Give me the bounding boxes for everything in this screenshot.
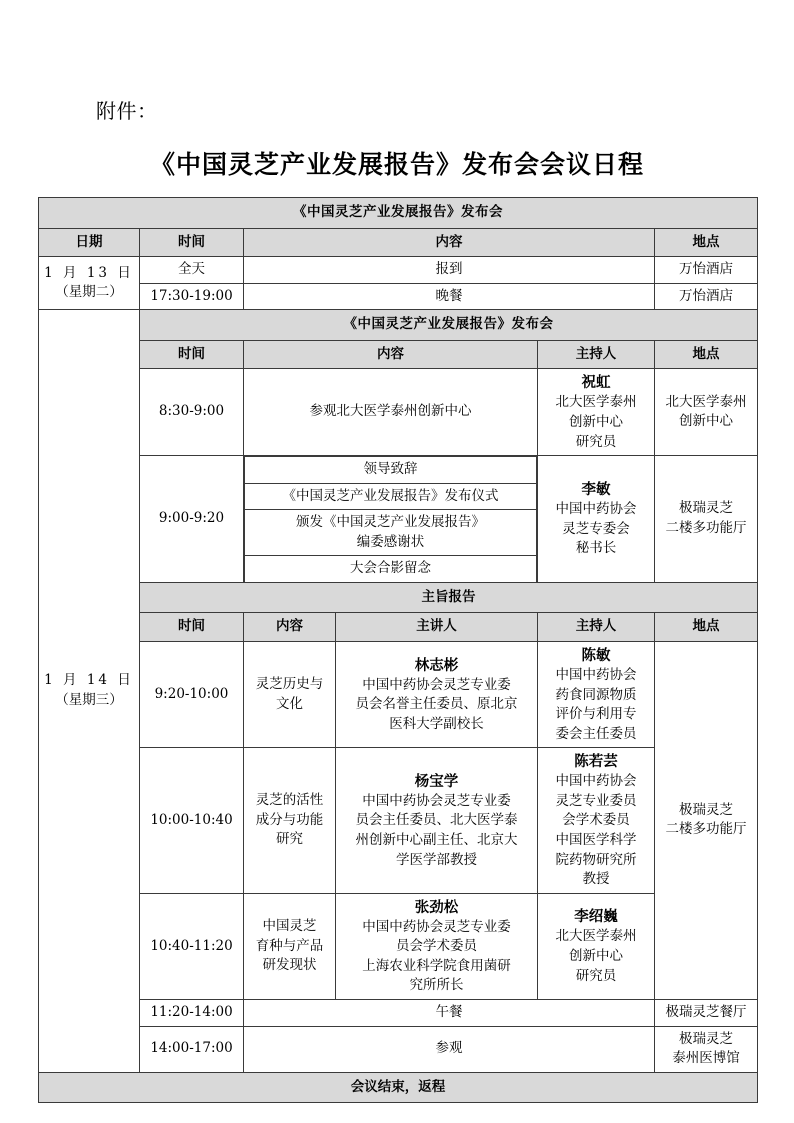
schedule-table-wrapper bbox=[38, 197, 757, 1103]
section2-band: 《中国灵芝产业发展报告》发布会 bbox=[140, 310, 758, 341]
table-row bbox=[39, 582, 758, 613]
cell-host bbox=[538, 369, 655, 456]
cell-host bbox=[538, 642, 655, 748]
content-subrow bbox=[245, 483, 537, 510]
host-name: 李绍巍 bbox=[574, 908, 618, 926]
date-line-2: （星期三） bbox=[55, 691, 123, 708]
cell-content: 午餐 bbox=[244, 999, 655, 1026]
content-subrow-text: 《中国灵芝产业发展报告》发布仪式 bbox=[245, 483, 537, 510]
col-header-place: 地点 bbox=[655, 613, 758, 642]
col-header-time: 时间 bbox=[140, 340, 244, 369]
cell-content: 晚餐 bbox=[244, 283, 655, 310]
attachment-label: 附件： bbox=[96, 99, 158, 123]
cell-host bbox=[538, 456, 655, 583]
content-subrow bbox=[245, 510, 537, 556]
speaker-name: 林志彬 bbox=[414, 656, 459, 674]
date-cell-jan14 bbox=[39, 310, 140, 1072]
col-header-host: 主持人 bbox=[538, 340, 655, 369]
cell-content: 中国灵芝 育种与产品 研发现状 bbox=[244, 893, 336, 999]
cell-host bbox=[538, 893, 655, 999]
table-row bbox=[39, 748, 758, 893]
cell-speaker bbox=[336, 748, 538, 893]
table-row bbox=[39, 613, 758, 642]
host-title: 中国中药协会 药食同源物质 评价与利用专 委会主任委员 bbox=[555, 667, 637, 742]
cell-content: 报到 bbox=[244, 257, 655, 284]
col-header-content: 内容 bbox=[244, 228, 655, 257]
host-name: 陈若芸 bbox=[574, 753, 618, 771]
content-subrow-text: 领导致辞 bbox=[245, 457, 537, 484]
cell-place: 极瑞灵芝餐厅 bbox=[655, 999, 758, 1026]
col-header-place: 地点 bbox=[655, 340, 758, 369]
cell-speaker bbox=[336, 893, 538, 999]
host-title: 北大医学泰州 创新中心 研究员 bbox=[555, 928, 637, 984]
table-row bbox=[39, 893, 758, 999]
cell-place: 万怡酒店 bbox=[655, 257, 758, 284]
table-row bbox=[39, 456, 758, 583]
cell-time: 17:30-19:00 bbox=[140, 283, 244, 310]
cell-content: 灵芝的活性 成分与功能 研究 bbox=[244, 748, 336, 893]
content-subrows bbox=[244, 456, 537, 582]
cell-time: 10:00-10:40 bbox=[140, 748, 244, 893]
cell-time: 11:20-14:00 bbox=[140, 999, 244, 1026]
host-title: 中国中药协会 灵芝专业委员 会学术委员 中国医学科学 院药物研究所 教授 bbox=[555, 773, 637, 888]
cell-time: 9:20-10:00 bbox=[140, 642, 244, 748]
cell-time: 8:30-9:00 bbox=[140, 369, 244, 456]
date-line-1: 1 月 14 日 bbox=[44, 672, 134, 689]
date-line-2: （星期二） bbox=[55, 284, 123, 301]
cell-time: 14:00-17:00 bbox=[140, 1026, 244, 1072]
content-subrow bbox=[245, 556, 537, 582]
cell-content: 参观 bbox=[244, 1026, 655, 1072]
cell-place: 北大医学泰州 创新中心 bbox=[655, 369, 758, 456]
col-header-time: 时间 bbox=[140, 613, 244, 642]
col-header-speaker: 主讲人 bbox=[336, 613, 538, 642]
table-row bbox=[39, 999, 758, 1026]
cell-time: 10:40-11:20 bbox=[140, 893, 244, 999]
host-title: 北大医学泰州 创新中心 研究员 bbox=[555, 394, 637, 450]
table-row bbox=[39, 198, 758, 229]
cell-place-merged: 极瑞灵芝 二楼多功能厅 bbox=[655, 642, 758, 1000]
col-header-host: 主持人 bbox=[538, 613, 655, 642]
table-row bbox=[39, 257, 758, 284]
date-cell-jan13 bbox=[39, 257, 140, 310]
col-header-content: 内容 bbox=[244, 613, 336, 642]
cell-place: 极瑞灵芝 泰州医博馆 bbox=[655, 1026, 758, 1072]
content-subrow bbox=[245, 457, 537, 484]
table-row bbox=[39, 642, 758, 748]
table-row bbox=[39, 283, 758, 310]
host-name: 陈敏 bbox=[581, 647, 611, 665]
speaker-name: 张劲松 bbox=[414, 898, 459, 916]
content-subrow-text: 大会合影留念 bbox=[245, 556, 537, 582]
cell-place: 万怡酒店 bbox=[655, 283, 758, 310]
date-line-1: 1 月 13 日 bbox=[44, 264, 134, 281]
table-row bbox=[39, 340, 758, 369]
cell-place: 极瑞灵芝 二楼多功能厅 bbox=[655, 456, 758, 583]
speaker-title: 中国中药协会灵芝专业委 员会名誉主任委员、原北京 医科大学副校长 bbox=[355, 676, 518, 732]
table-row bbox=[39, 1026, 758, 1072]
section3-band: 主旨报告 bbox=[140, 582, 758, 613]
host-name: 祝虹 bbox=[581, 374, 611, 392]
content-subrow-text: 颁发《中国灵芝产业发展报告》 编委感谢状 bbox=[245, 510, 537, 556]
speaker-title: 中国中药协会灵芝专业委 员会主任委员、北大医学泰 州创新中心副主任、北京大 学医学部教授 bbox=[355, 792, 518, 868]
speaker-title: 中国中药协会灵芝专业委 员会学术委员 上海农业科学院食用菌研 究所所长 bbox=[362, 918, 511, 994]
section1-band: 《中国灵芝产业发展报告》发布会 bbox=[39, 198, 758, 229]
col-header-content: 内容 bbox=[244, 340, 538, 369]
host-name: 李敏 bbox=[581, 481, 611, 499]
cell-content-multi bbox=[244, 456, 538, 583]
cell-time: 全天 bbox=[140, 257, 244, 284]
col-header-place: 地点 bbox=[655, 228, 758, 257]
page-title: 《中国灵芝产业发展报告》发布会会议日程 bbox=[149, 150, 644, 179]
col-header-time: 时间 bbox=[140, 228, 244, 257]
host-title: 中国中药协会 灵芝专委会 秘书长 bbox=[555, 501, 637, 557]
table-row bbox=[39, 1072, 758, 1103]
table-row bbox=[39, 310, 758, 341]
speaker-name: 杨宝学 bbox=[414, 772, 459, 790]
cell-content: 参观北大医学泰州创新中心 bbox=[244, 369, 538, 456]
cell-speaker bbox=[336, 642, 538, 748]
table-row bbox=[39, 369, 758, 456]
col-header-date: 日期 bbox=[39, 228, 140, 257]
cell-host bbox=[538, 748, 655, 893]
cell-content: 灵芝历史与 文化 bbox=[244, 642, 336, 748]
cell-time: 9:00-9:20 bbox=[140, 456, 244, 583]
footer-band: 会议结束，返程 bbox=[39, 1072, 758, 1103]
table-row bbox=[39, 228, 758, 257]
schedule-table bbox=[38, 197, 758, 1103]
